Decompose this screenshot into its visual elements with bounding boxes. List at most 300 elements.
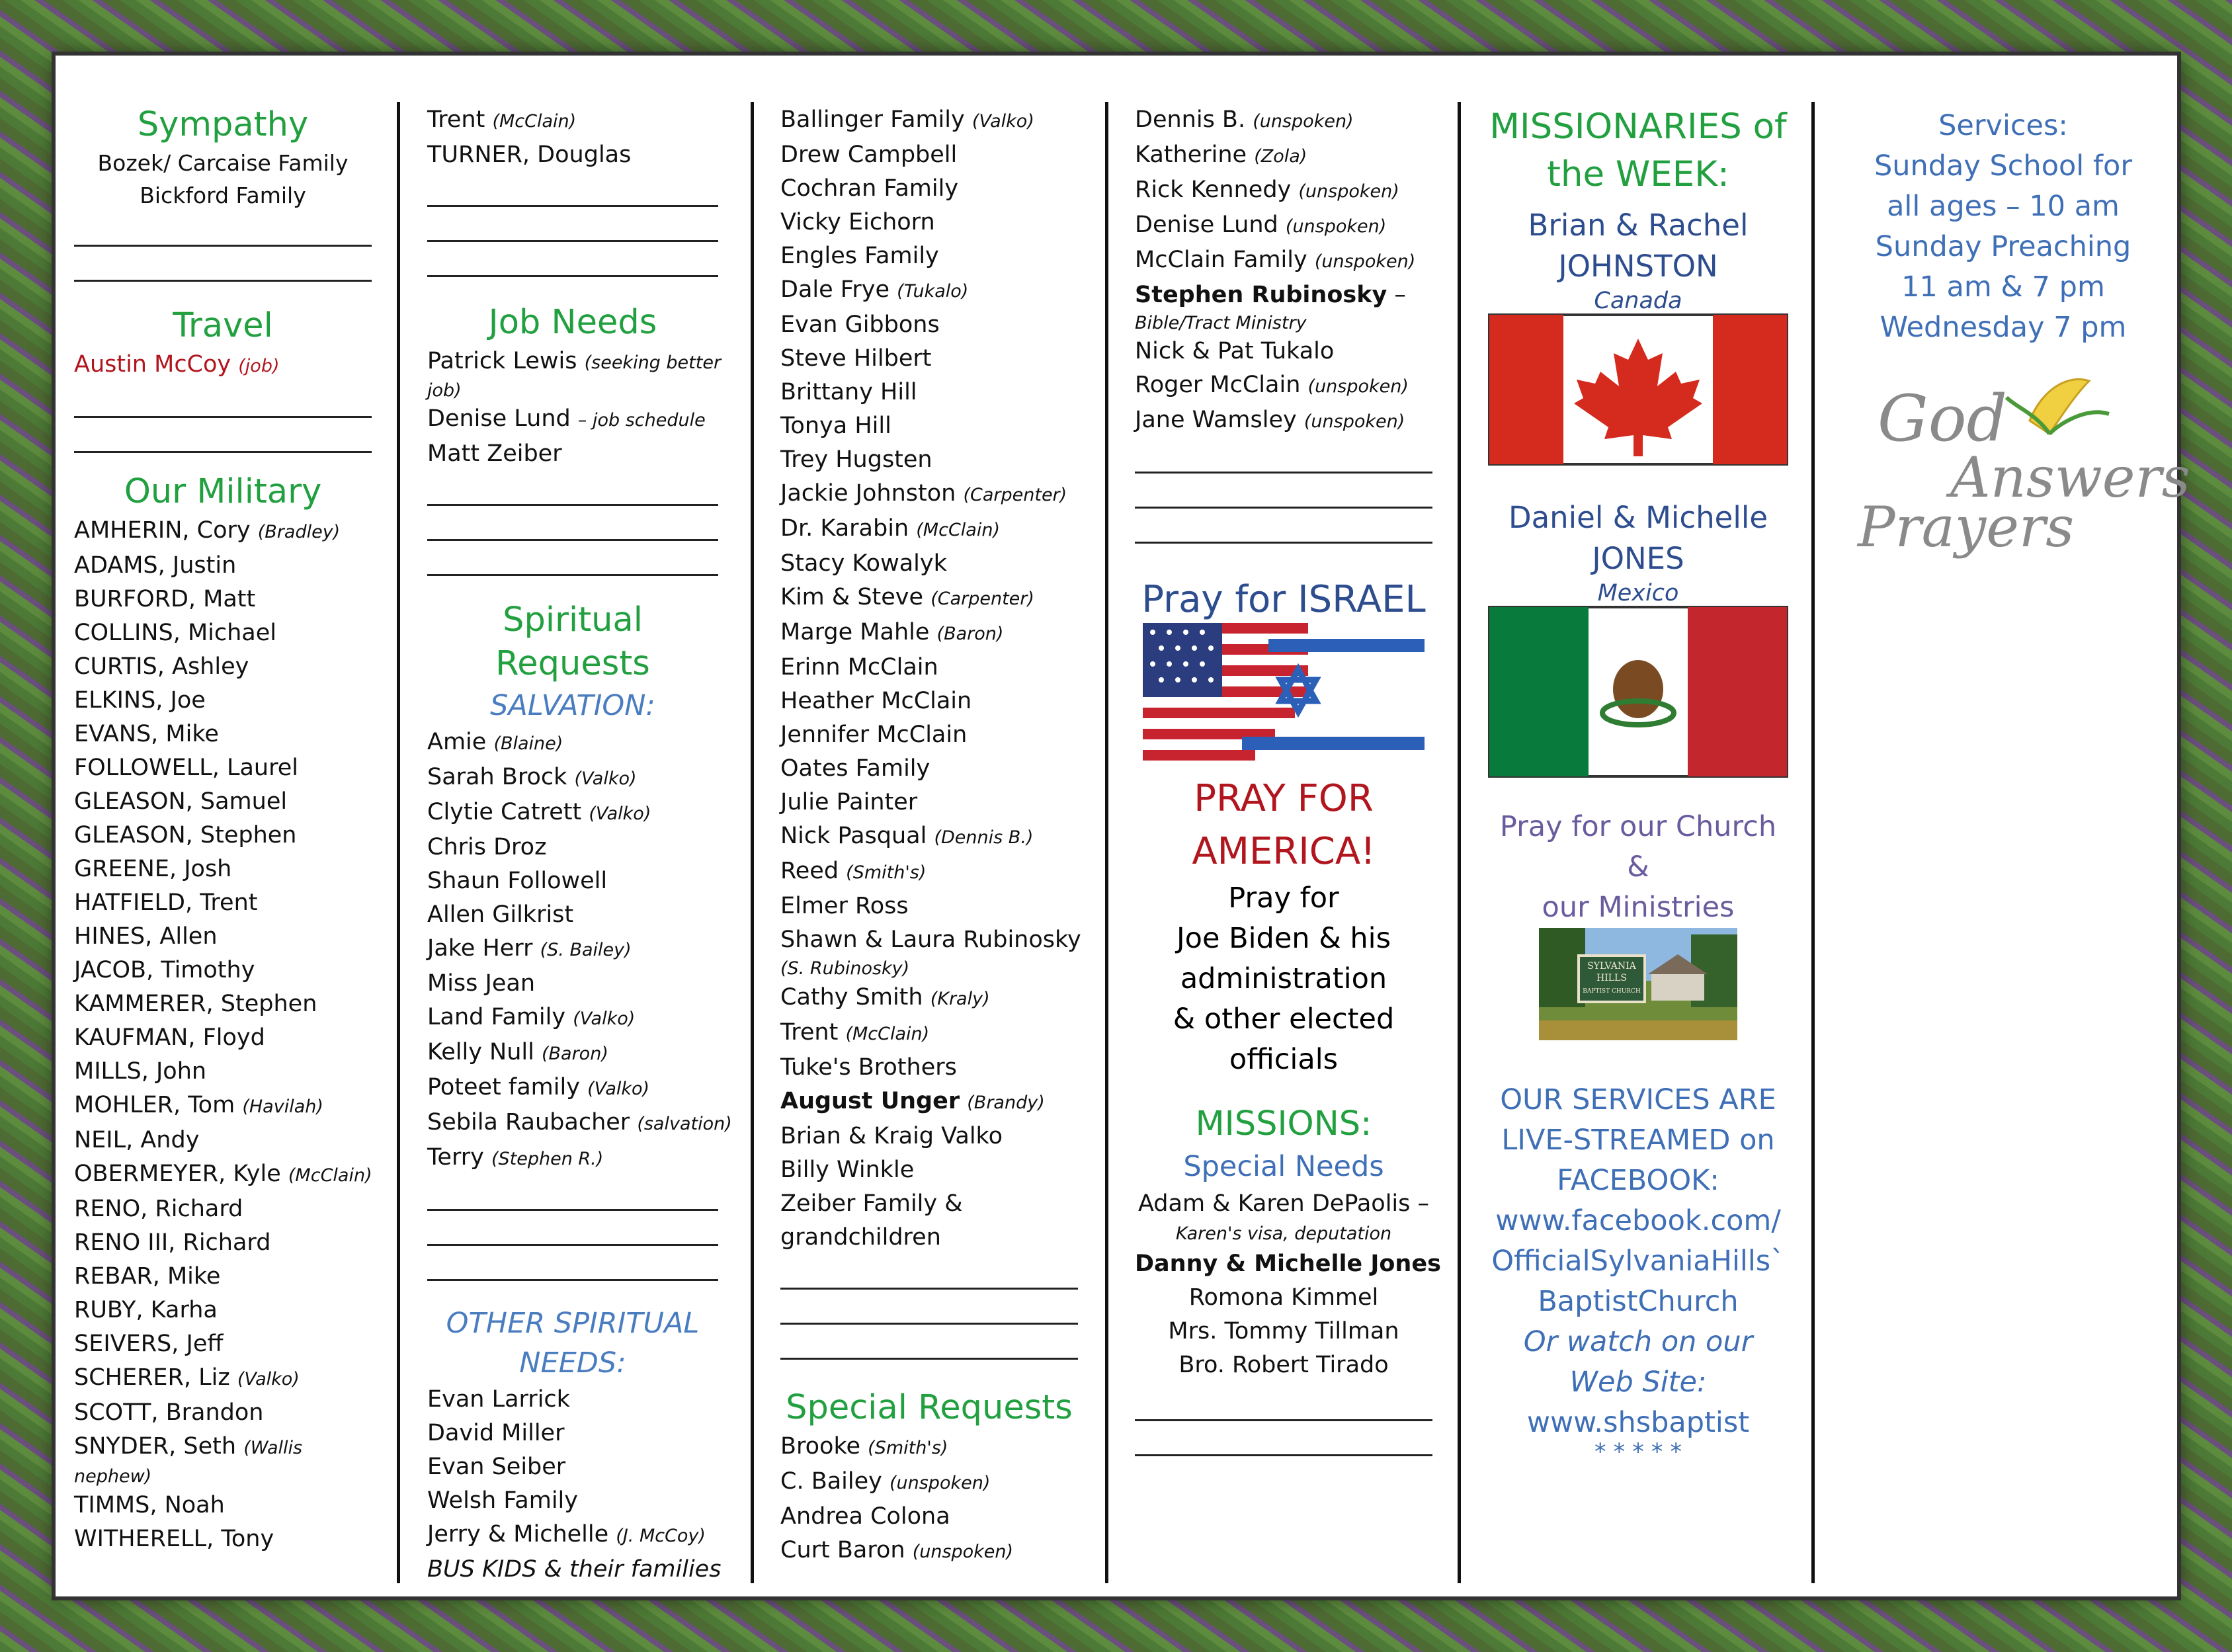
list-item-name: Trey Hugsten <box>780 446 932 473</box>
stephen-dash: – <box>1387 282 1406 308</box>
job-note: – job schedule <box>577 410 706 431</box>
job-wrap: job) <box>427 380 462 401</box>
pray-church-heading-2: our Ministries <box>1542 891 1735 924</box>
list-item-note: (unspoken) <box>1298 181 1399 202</box>
column-sympathy-military <box>74 103 372 1577</box>
missionary-names: Daniel & Michelle <box>1508 500 1768 535</box>
list-item-note: (Baron) <box>541 1044 608 1064</box>
list-item <box>780 923 1081 957</box>
blank-line <box>780 1292 1078 1325</box>
list-item-name: ELKINS, Joe <box>74 687 206 714</box>
list-item <box>427 138 718 172</box>
list-item-name: Jane Wamsley <box>1135 407 1297 433</box>
list-item-name: Trent <box>780 1019 839 1046</box>
list-item <box>427 898 718 932</box>
text-line: all ages – 10 am <box>1887 190 2120 223</box>
list-item <box>427 1141 718 1176</box>
list-item <box>74 1294 372 1327</box>
pray-for-america-heading: PRAY FOR <box>1194 777 1374 820</box>
list-item-note: (unspoken) <box>912 1542 1014 1562</box>
list-item <box>74 1055 372 1089</box>
website-url[interactable]: www.shsbaptist <box>1526 1406 1750 1439</box>
list-item-name: Jennifer McClain <box>780 722 968 748</box>
list-item-note: (unspoken) <box>1303 411 1405 432</box>
list-item-name: Tonya Hill <box>780 413 891 439</box>
list-item <box>74 751 372 785</box>
list-item-name: Dale Frye <box>780 276 890 303</box>
list-item-name: Miss Jean <box>427 970 536 997</box>
israel-heading: Pray for ISRAEL <box>1141 578 1426 621</box>
list-item-name: Nick & Pat Tukalo <box>1135 338 1335 364</box>
list-item <box>1135 368 1432 403</box>
missionary-surname: JOHNSTON <box>1558 249 1718 284</box>
list-item <box>427 864 718 898</box>
list-item-name: RUBY, Karha <box>74 1297 218 1323</box>
column-job-spiritual <box>427 103 732 1583</box>
list-item-name: Evan Larrick <box>427 1386 570 1413</box>
list-item <box>780 342 1078 376</box>
list-item <box>74 819 372 852</box>
list-item-note: (Baron) <box>936 624 1004 644</box>
list-item <box>780 409 1078 443</box>
list-item-name: Reed <box>780 858 839 884</box>
blank-line <box>74 386 372 418</box>
text-line: Bickford Family <box>140 183 306 208</box>
logo-text-prayers: Prayers <box>1858 495 2075 559</box>
list-item-name: McClain Family <box>1135 247 1307 273</box>
special-requests-list <box>780 1430 1078 1569</box>
service-times <box>1841 106 2165 348</box>
list-item-note: (Valko) <box>237 1369 300 1389</box>
list-item <box>780 512 1078 547</box>
list-item <box>780 1085 1078 1120</box>
list-item <box>427 932 718 967</box>
list-item-note: (S. Bailey) <box>540 940 632 960</box>
list-item-name: COLLINS, Michael <box>74 620 277 646</box>
list-item <box>780 718 1078 752</box>
salvation-heading: SALVATION: <box>490 689 655 722</box>
blank-line <box>427 474 718 506</box>
text-line: www.facebook.com/ <box>1495 1204 1781 1237</box>
list-item-name: Sebila Raubacher <box>427 1109 630 1136</box>
blank-line <box>427 509 718 541</box>
list-item-note: (Bradley) <box>257 522 341 542</box>
column-divider <box>397 102 400 1583</box>
list-item-name: Clytie Catrett <box>427 799 582 825</box>
column-divider <box>1105 102 1108 1583</box>
list-item-note: (McClain) <box>845 1024 930 1044</box>
list-item <box>427 1071 718 1106</box>
list-item-name: KAMMERER, Stephen <box>74 991 317 1017</box>
column-prayer-list <box>780 103 1081 1577</box>
missionaries-heading-2: the WEEK: <box>1547 154 1729 194</box>
august-note: (Brandy) <box>967 1093 1045 1113</box>
list-item <box>780 1051 1078 1085</box>
column-israel-missions <box>1135 103 1441 1577</box>
travel-item <box>74 348 372 383</box>
list-item <box>780 786 1078 819</box>
list-item-name: Nick Pasqual <box>780 823 927 849</box>
list-item-note: (Valko) <box>574 768 637 789</box>
list-item-note: (unspoken) <box>1285 216 1387 237</box>
text-line: LIVE-STREAMED on <box>1501 1124 1775 1157</box>
list-item <box>427 1450 718 1484</box>
list-item-name: CURTIS, Ashley <box>74 653 249 680</box>
travel-note: (job) <box>238 356 280 376</box>
list-item-note: (salvation) <box>637 1114 732 1134</box>
job-note: (seeking better <box>584 352 722 373</box>
bulletin-sheet <box>56 56 2190 1596</box>
list-item-note: (unspoken) <box>1253 111 1354 132</box>
list-item <box>427 1417 718 1450</box>
list-item <box>74 1430 372 1465</box>
blank-line <box>1135 1424 1432 1456</box>
list-item <box>74 1157 372 1192</box>
list-item-note: (Smith's) <box>868 1438 948 1458</box>
list-item-note: (Valko) <box>573 1009 636 1029</box>
list-item-name: RENO III, Richard <box>74 1229 271 1256</box>
list-item-note: (McClain) <box>288 1165 372 1186</box>
list-item <box>427 1383 718 1417</box>
list-item <box>780 138 1078 172</box>
list-item-name: Vicky Eichorn <box>780 209 935 235</box>
list-item-name: FOLLOWELL, Laurel <box>74 755 298 781</box>
mission-list <box>1135 1281 1432 1382</box>
list-item-name: BURFORD, Matt <box>74 586 256 612</box>
missionary-names: Brian & Rachel <box>1528 208 1749 243</box>
list-item-name: Roger McClain <box>1135 372 1301 398</box>
list-item <box>780 1221 1078 1255</box>
list-item <box>74 920 372 954</box>
list-item-name: MILLS, John <box>74 1058 207 1085</box>
sympathy-heading: Sympathy <box>137 105 309 144</box>
travel-heading: Travel <box>173 306 273 345</box>
list-item <box>427 1106 732 1141</box>
list-item-name: Amie <box>427 729 487 755</box>
blank-line <box>427 544 718 576</box>
list-item <box>74 583 372 616</box>
list-item-note: (Wallis <box>243 1438 303 1458</box>
list-item <box>780 308 1078 342</box>
unspoken-list-2 <box>1135 335 1432 438</box>
text-line: & other elected <box>1173 1003 1395 1036</box>
text-line: administration <box>1180 962 1387 995</box>
text-line: Services: <box>1938 109 2068 142</box>
god-answers-prayers-logo <box>1851 368 2190 566</box>
list-item-name: MOHLER, Tom <box>74 1092 235 1118</box>
list-item-note: (unspoken) <box>889 1473 991 1493</box>
list-item <box>780 981 1078 1016</box>
list-item-name: Brittany Hill <box>780 379 917 405</box>
list-item-name: Elmer Ross <box>780 893 909 919</box>
list-item-name: Shaun Followell <box>427 868 608 894</box>
military-wrap: nephew) <box>74 1466 152 1487</box>
list-item <box>74 1361 372 1396</box>
blank-line <box>427 210 718 242</box>
mission-item: Adam & Karen DePaolis – <box>1137 1190 1430 1217</box>
unspoken-list <box>1135 103 1432 278</box>
text-line: officials <box>1229 1043 1339 1076</box>
list-item <box>74 1226 372 1260</box>
list-item <box>780 819 1078 854</box>
job-name: Denise Lund <box>427 405 571 432</box>
list-item <box>780 103 1078 138</box>
list-item <box>74 514 372 549</box>
logo-text-answers: Answers <box>1950 445 2190 510</box>
list-item-name: Erinn McClain <box>780 654 938 681</box>
list-item-name: Heather McClain <box>780 688 972 714</box>
list-item-name: Chris Droz <box>427 834 547 860</box>
list-item <box>74 718 372 751</box>
blank-line <box>780 1327 1078 1360</box>
list-item-name: GLEASON, Stephen <box>74 822 297 848</box>
text-line: Sunday Preaching <box>1875 230 2131 263</box>
list-item-name: RENO, Richard <box>74 1196 243 1222</box>
list-item-note: (Smith's) <box>846 862 927 883</box>
list-item-name: Billy Winkle <box>780 1157 915 1183</box>
list-item <box>74 1089 372 1124</box>
list-item <box>780 1534 1078 1569</box>
list-item-name: Trent <box>427 106 485 133</box>
list-item <box>780 172 1078 206</box>
list-item <box>74 1396 372 1430</box>
list-item <box>1135 243 1432 278</box>
list-item-name: Jerry & Michelle <box>427 1521 609 1548</box>
list-item <box>427 1518 718 1553</box>
list-item <box>427 103 718 138</box>
list-item-name: REBAR, Mike <box>74 1263 221 1290</box>
prayer-list <box>780 103 1081 957</box>
stars-divider: * * * * * <box>1594 1439 1682 1466</box>
text-line: Mrs. Tommy Tillman <box>1168 1318 1399 1344</box>
column-missionaries <box>1489 103 1787 1577</box>
list-item-name: Andrea Colona <box>780 1503 950 1530</box>
text-line: Romona Kimmel <box>1188 1284 1379 1311</box>
text-line: 11 am & 7 pm <box>1901 270 2105 304</box>
rubinosky-wrap: (S. Rubinosky) <box>780 958 910 979</box>
text-line: Joe Biden & his <box>1176 922 1391 955</box>
list-item-name: Evan Seiber <box>427 1454 566 1480</box>
text-line: Web Site: <box>1569 1366 1707 1399</box>
spiritual-requests-heading: Spiritual Requests <box>495 600 650 683</box>
job-item: Matt Zeiber <box>427 440 562 467</box>
list-item-name: Land Family <box>427 1004 566 1030</box>
list-item <box>780 239 1078 273</box>
prayer-list-3 <box>780 1120 1078 1255</box>
list-item <box>74 684 372 718</box>
military-heading: Our Military <box>124 472 322 511</box>
list-item-note: (Carpenter) <box>930 589 1034 609</box>
list-item <box>74 650 372 684</box>
list-item-note: (Zola) <box>1254 146 1307 167</box>
list-item-note: (McClain) <box>916 520 1000 540</box>
list-item-name: Ballinger Family <box>780 106 965 133</box>
list-item-name: Sarah Brock <box>427 764 567 790</box>
list-item <box>427 967 718 1001</box>
list-item <box>74 1192 372 1226</box>
list-item-name: Jackie Johnston <box>780 480 956 507</box>
list-item-note: (Carpenter) <box>963 485 1067 505</box>
text-line: WITHERELL, Tony <box>74 1526 274 1552</box>
list-item <box>74 987 372 1021</box>
column-divider <box>751 102 754 1583</box>
list-item-name: Brian & Kraig Valko <box>780 1123 1003 1149</box>
list-item-name: Welsh Family <box>427 1487 578 1514</box>
list-item-name: EVANS, Mike <box>74 721 219 747</box>
us-israel-flag-image <box>1143 623 1425 763</box>
blank-line <box>1135 441 1432 474</box>
list-item <box>780 581 1078 616</box>
list-item <box>1135 173 1432 208</box>
list-item <box>780 1465 1078 1500</box>
livestream-info <box>1489 1080 1787 1322</box>
missionary-country: Mexico <box>1597 580 1679 606</box>
prayer-list-2 <box>780 981 1078 1085</box>
salvation-list <box>427 725 732 1176</box>
list-item-name: TURNER, Douglas <box>427 142 632 168</box>
list-item-note: (Valko) <box>589 804 651 824</box>
list-item <box>74 1124 372 1157</box>
job-name: Patrick Lewis <box>427 348 577 374</box>
blank-line <box>427 1214 718 1246</box>
text-line: Wednesday 7 pm <box>1880 311 2127 344</box>
list-item-name: Drew Campbell <box>780 142 958 168</box>
list-item-name: Dr. Karabin <box>780 515 909 542</box>
list-item <box>780 1153 1078 1187</box>
travel-name: Austin McCoy <box>74 351 231 378</box>
military-list <box>74 514 372 1465</box>
list-item-name: ADAMS, Justin <box>74 552 237 579</box>
blank-line <box>1135 476 1432 509</box>
text-line: BaptistChurch <box>1538 1285 1739 1318</box>
blank-line <box>780 1257 1078 1290</box>
list-item <box>427 1484 718 1518</box>
job-needs-heading: Job Needs <box>488 303 657 342</box>
list-item <box>1135 278 1432 312</box>
list-item-name: Steve Hilbert <box>780 345 932 372</box>
missionary-surname: JONES <box>1592 541 1684 576</box>
list-item-name: grandchildren <box>780 1224 941 1251</box>
blank-line <box>74 214 372 247</box>
logo-text-god: God <box>1878 382 2007 456</box>
mexico-flag-image <box>1489 607 1787 776</box>
list-item <box>427 761 718 796</box>
text-line: FACEBOOK: <box>1557 1164 1719 1197</box>
church-sign-line3: BAPTIST CHURCH <box>1583 988 1641 995</box>
list-item-name: HINES, Allen <box>74 923 218 950</box>
list-item <box>74 616 372 650</box>
blank-line <box>74 249 372 282</box>
list-item-name: KAUFMAN, Floyd <box>74 1024 265 1051</box>
list-item-name: NEIL, Andy <box>74 1127 200 1153</box>
list-item <box>780 1187 1078 1221</box>
special-requests-heading: Special Requests <box>786 1388 1073 1427</box>
list-item-name: Cochran Family <box>780 175 959 202</box>
list-item-name: Allen Gilkrist <box>427 901 574 928</box>
mission-item: Danny & Michelle Jones <box>1135 1251 1441 1277</box>
list-item <box>780 477 1078 512</box>
list-item <box>1135 103 1432 138</box>
list-item <box>1135 335 1432 368</box>
list-item-name: Brooke <box>780 1433 861 1460</box>
list-item-name: Julie Painter <box>780 789 918 815</box>
blank-line <box>427 1249 718 1281</box>
other-spiritual-heading-2: NEEDS: <box>519 1346 626 1380</box>
list-item-name: Terry <box>427 1144 484 1171</box>
list-item-name: GREENE, Josh <box>74 856 232 882</box>
list-item <box>74 549 372 583</box>
list-item-name: Kelly Null <box>427 1039 534 1065</box>
bus-kids: BUS KIDS & their families <box>427 1556 722 1583</box>
list-item <box>780 1430 1078 1465</box>
list-item-name: Evan Gibbons <box>780 311 940 338</box>
list-item <box>780 752 1078 786</box>
missions-heading: MISSIONS: <box>1195 1104 1372 1143</box>
list-item <box>74 1260 372 1294</box>
list-item <box>74 785 372 819</box>
list-item <box>74 1327 372 1361</box>
pray-for-america-heading-2: AMERICA! <box>1192 830 1376 873</box>
list-item-name: AMHERIN, Cory <box>74 517 251 544</box>
list-item <box>427 1001 718 1036</box>
list-item <box>780 616 1078 651</box>
column-services <box>1841 106 2190 1577</box>
list-item-name: Marge Mahle <box>780 619 930 645</box>
list-item-name: SCHERER, Liz <box>74 1364 230 1391</box>
list-item <box>780 547 1078 581</box>
list-item-note: (Valko) <box>971 111 1034 132</box>
top-list <box>427 103 718 172</box>
list-item-name: Stacy Kowalyk <box>780 550 947 577</box>
list-item <box>74 1021 372 1055</box>
list-item-name: Oates Family <box>780 755 930 782</box>
blank-line <box>1135 511 1432 544</box>
list-item <box>780 376 1078 409</box>
list-item-note: (unspoken) <box>1307 376 1409 397</box>
column-divider <box>1458 102 1461 1583</box>
text-line: TIMMS, Noah <box>74 1492 225 1518</box>
list-item-name: Poteet family <box>427 1074 580 1100</box>
list-item <box>780 1120 1078 1153</box>
list-item-note: (Stephen R.) <box>491 1149 604 1169</box>
list-item-note: (Tukalo) <box>897 281 969 302</box>
list-item-name: Zeiber Family & <box>780 1190 963 1217</box>
list-item <box>780 684 1078 718</box>
blank-line <box>427 245 718 277</box>
text-line: Pray for <box>1228 882 1339 915</box>
job-item <box>427 402 718 437</box>
text-line: Or watch on our <box>1523 1325 1753 1358</box>
pray-church-heading: Pray for our Church & <box>1499 810 1777 884</box>
list-item <box>74 954 372 987</box>
website-info <box>1489 1322 1787 1403</box>
list-item <box>427 725 718 761</box>
list-item <box>74 852 372 886</box>
pray-for-leaders <box>1135 878 1432 1080</box>
list-item <box>780 651 1078 684</box>
list-item-name: Rick Kennedy <box>1135 177 1292 203</box>
list-item-note: (J. McCoy) <box>616 1526 706 1546</box>
church-sign-line2: HILLS <box>1596 973 1627 983</box>
list-item-name: Jake Herr <box>427 935 533 962</box>
list-item <box>1135 403 1432 438</box>
missionaries-heading: MISSIONARIES of <box>1489 106 1787 147</box>
list-item-name: C. Bailey <box>780 1468 882 1495</box>
mission-note: Karen's visa, deputation <box>1175 1223 1392 1244</box>
list-item-name: Kim & Steve <box>780 584 924 610</box>
list-item <box>1135 208 1432 243</box>
job-item <box>427 345 722 380</box>
